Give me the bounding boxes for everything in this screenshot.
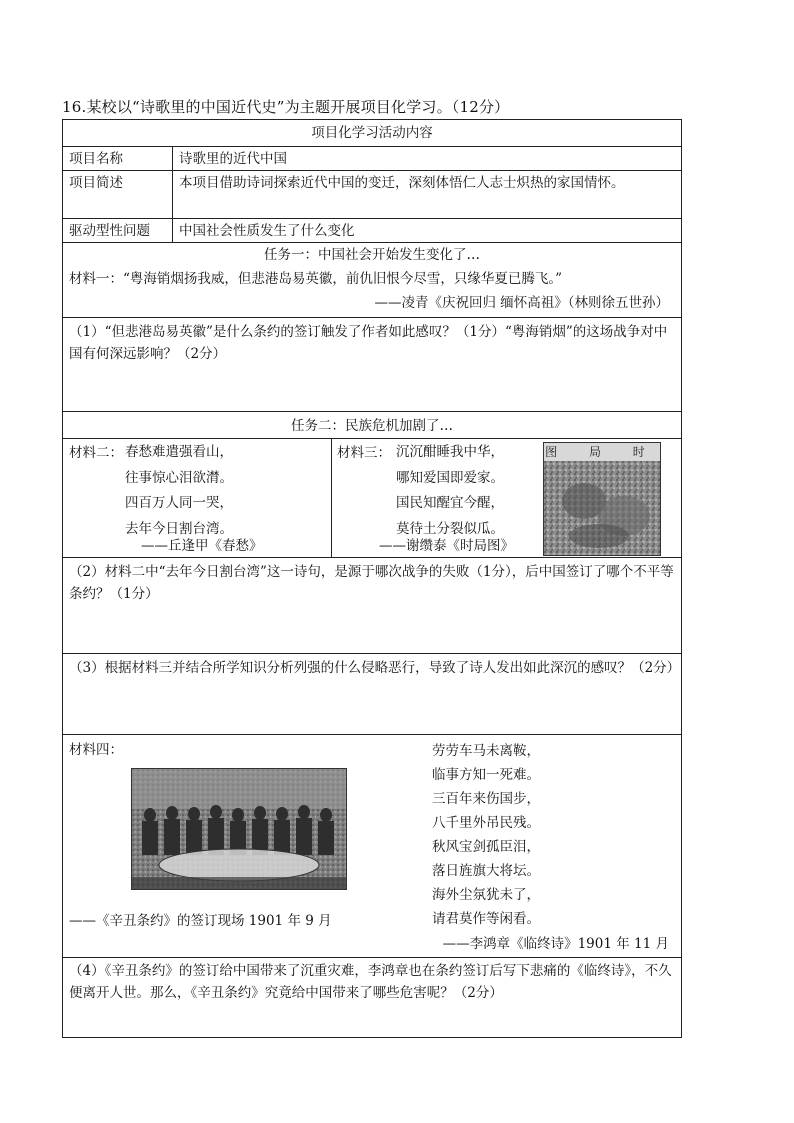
name-label: 项目名称 xyxy=(69,151,123,167)
poem-line: 临事方知一死难。 xyxy=(432,767,540,783)
poem-line: 劳劳车马未离鞍， xyxy=(432,743,540,759)
material3-line: 国民知醒宜今醒， xyxy=(396,495,504,511)
question-3: （3）根据材料三并结合所学知识分析列强的什么侵略恶行，导致了诗人发出如此深沉的感叹？（2分） xyxy=(69,660,681,676)
material2-poem xyxy=(125,440,233,542)
material2-line: 春愁难遣强看山， xyxy=(125,444,233,460)
poem-line: 三百年来伤国步， xyxy=(432,791,540,807)
material2-source: ——丘逢甲《春愁》 xyxy=(141,538,263,554)
material2-label: 材料二： xyxy=(69,445,123,461)
drive-label: 驱动型性问题 xyxy=(69,223,150,239)
material3-source: ——谢缵泰《时局图》 xyxy=(379,538,514,554)
poem-line: 八千里外吊民残。 xyxy=(432,815,540,831)
linzhong-poem xyxy=(432,739,540,931)
activity-table xyxy=(62,119,682,1038)
question-1: （1）“但悲港岛易英徽”是什么条约的签订触发了作者如此感叹？（1分）“粤海销烟”的这场战争对中国有何深远影响？（2分） xyxy=(69,324,668,362)
desc-value: 本项目借助诗词探索近代中国的变迁，深刻体悟仁人志士炽热的家国情怀。 xyxy=(179,175,625,191)
treaty-signing-illustration xyxy=(132,769,346,889)
material2-line: 四百万人同一哭， xyxy=(125,495,233,511)
task1-title: 任务一：中国社会开始发生变化了… xyxy=(264,247,480,263)
material1-text: 材料一：“粤海销烟扬我威，但悲港岛易英徽，前仇旧恨今尽雪，只缘华夏已腾飞。” xyxy=(69,271,563,287)
question-title: 16.某校以“诗歌里的中国近代史”为主题开展项目化学习。（12分） xyxy=(62,98,510,116)
drive-value: 中国社会性质发生了什么变化 xyxy=(179,223,355,239)
poem-line: 落日旌旗大将坛。 xyxy=(432,863,540,879)
material4-label: 材料四： xyxy=(69,742,123,758)
shiju-map-illustration xyxy=(544,461,660,555)
material1-source: ——凌青《庆祝回归 缅怀高祖》（林则徐五世孙） xyxy=(374,295,669,311)
table-header: 项目化学习活动内容 xyxy=(311,125,433,141)
question-4: （4）《辛丑条约》的签订给中国带来了沉重灾难，李鸿章也在条约签订后写下悲痛的《临终诗》，不久便离开人世。那么，《辛丑条约》究竟给中国带来了哪些危害呢？（2分） xyxy=(69,963,672,1001)
shiju-map-image xyxy=(543,442,661,556)
poem-source: ——李鸿章《临终诗》1901 年 11 月 xyxy=(442,936,669,952)
poem-line: 请君莫作等闲看。 xyxy=(432,911,540,927)
task2-title: 任务二：民族危机加剧了… xyxy=(291,418,453,434)
name-value: 诗歌里的近代中国 xyxy=(179,151,287,167)
desc-label: 项目简述 xyxy=(69,175,123,191)
material3-poem xyxy=(396,440,504,542)
material3-line: 哪知爱国即爱家。 xyxy=(396,469,504,486)
treaty-photo-caption: ——《辛丑条约》的签订现场 1901 年 9 月 xyxy=(69,913,332,929)
material3-label: 材料三： xyxy=(337,445,391,461)
question-2: （2）材料二中“去年今日割台湾”这一诗句，是源于哪次战争的失败（1分），后中国签订了哪个不平等条约？（1分） xyxy=(69,564,674,602)
material2-line: 去年今日割台湾。 xyxy=(125,520,233,537)
xinchou-treaty-photo xyxy=(131,768,347,890)
material2-line: 往事惊心泪欲潸。 xyxy=(125,469,233,486)
poem-line: 秋风宝剑孤臣泪， xyxy=(432,839,540,855)
shiju-map-caption: 图 局 时 xyxy=(545,445,659,459)
material3-line: 莫待土分裂似瓜。 xyxy=(396,520,504,537)
material3-line: 沉沉酣睡我中华， xyxy=(396,444,504,460)
poem-line: 海外尘氛犹未了， xyxy=(432,887,540,903)
